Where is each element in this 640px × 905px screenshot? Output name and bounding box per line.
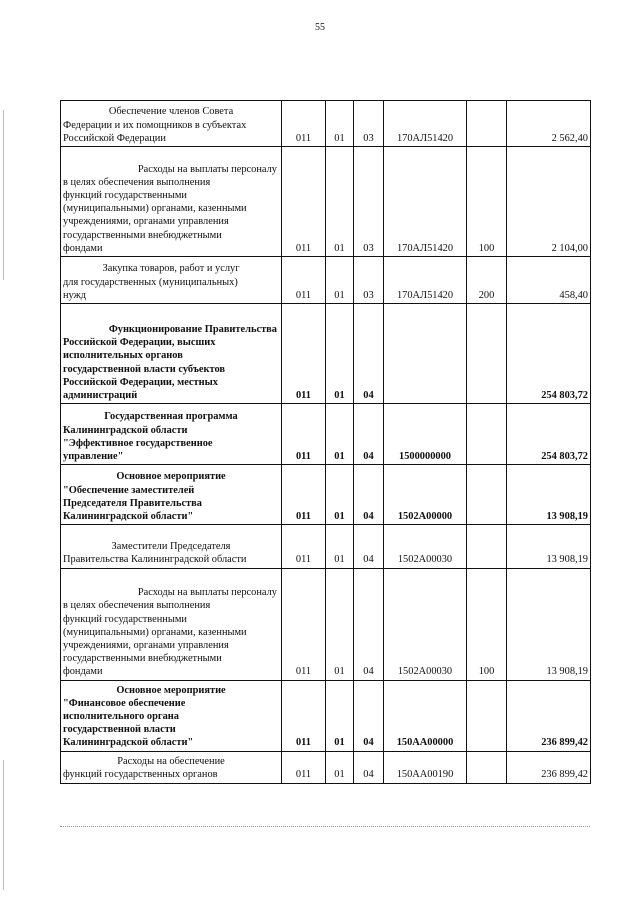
row-name-line: "Эффективное государственное bbox=[63, 437, 213, 449]
target-article-cell: 1502А00000 bbox=[384, 465, 467, 525]
table-row bbox=[61, 680, 591, 751]
code-admin-cell: 011 bbox=[282, 147, 326, 257]
target-article-cell: 1500000000 bbox=[384, 404, 467, 465]
amount-cell: 2 562,40 bbox=[507, 101, 591, 147]
row-name-line: Правительства Калининградской области bbox=[63, 554, 247, 566]
table-row bbox=[61, 404, 591, 465]
code-admin-cell: 011 bbox=[282, 257, 326, 304]
section-cell: 01 bbox=[326, 101, 354, 147]
code-admin-cell: 011 bbox=[282, 304, 326, 404]
row-name-cell bbox=[61, 568, 282, 680]
subsection-cell: 03 bbox=[354, 257, 384, 304]
code-admin-cell: 011 bbox=[282, 465, 326, 525]
row-name-line: Калининградской области" bbox=[63, 511, 194, 523]
row-name-line: Функционирование Правительства bbox=[108, 324, 277, 335]
bottom-rule bbox=[60, 826, 590, 827]
row-name-line: (муниципальными) органами, казенными bbox=[63, 203, 247, 215]
budget-table-body bbox=[61, 101, 591, 784]
row-name-line: Расходы на выплаты персоналу bbox=[137, 587, 277, 599]
expense-type-cell: 100 bbox=[467, 147, 507, 257]
scan-margin-line bbox=[3, 110, 4, 280]
expense-type-cell bbox=[467, 465, 507, 525]
row-name-line: (муниципальными) органами, казенными bbox=[63, 626, 247, 638]
section-cell: 01 bbox=[326, 304, 354, 404]
row-name-cell bbox=[61, 101, 282, 147]
row-name-line: "Обеспечение заместителей bbox=[63, 484, 195, 496]
row-name-line: функций государственными bbox=[63, 189, 187, 201]
row-name-line: Российской Федерации, местных bbox=[63, 376, 218, 388]
amount-cell: 458,40 bbox=[507, 257, 591, 304]
row-name-line: Обеспечение членов Совета bbox=[108, 106, 234, 118]
amount-cell: 236 899,42 bbox=[507, 680, 591, 751]
target-article-cell: 170АЛ51420 bbox=[384, 101, 467, 147]
subsection-cell: 04 bbox=[354, 304, 384, 404]
row-name-line: Калининградской области" bbox=[63, 737, 194, 749]
table-row bbox=[61, 147, 591, 257]
subsection-cell: 04 bbox=[354, 525, 384, 568]
row-name-line: Основное мероприятие bbox=[116, 684, 226, 696]
row-name-line: Заместители Председателя bbox=[111, 541, 231, 553]
row-name-cell bbox=[61, 257, 282, 304]
section-cell: 01 bbox=[326, 751, 354, 783]
row-name-line: нужд bbox=[63, 289, 87, 301]
row-name-line: государственными внебюджетными bbox=[63, 229, 222, 241]
table-row bbox=[61, 465, 591, 525]
row-name-line: учреждениями, органами управления bbox=[63, 216, 229, 228]
section-cell: 01 bbox=[326, 147, 354, 257]
row-name-cell bbox=[61, 147, 282, 257]
target-article-cell: 170АЛ51420 bbox=[384, 147, 467, 257]
section-cell: 01 bbox=[326, 257, 354, 304]
row-name-line: управление" bbox=[63, 451, 124, 463]
row-name-line: функций государственных органов bbox=[63, 769, 218, 781]
row-name-line: Государственная программа bbox=[104, 411, 238, 423]
row-name-line: администраций bbox=[63, 390, 138, 402]
subsection-cell: 03 bbox=[354, 147, 384, 257]
row-name-line: Расходы на обеспечение bbox=[117, 756, 225, 768]
code-admin-cell: 011 bbox=[282, 751, 326, 783]
row-name-line: исполнительных органов bbox=[63, 350, 183, 362]
row-name-cell bbox=[61, 465, 282, 525]
row-name-cell bbox=[61, 751, 282, 783]
row-name-line: функций государственными bbox=[63, 613, 187, 625]
row-name-line: учреждениями, органами управления bbox=[63, 640, 229, 652]
amount-cell: 13 908,19 bbox=[507, 568, 591, 680]
expense-type-cell bbox=[467, 680, 507, 751]
row-name-line: исполнительного органа bbox=[63, 711, 179, 723]
target-article-cell: 150АА00000 bbox=[384, 680, 467, 751]
target-article-cell bbox=[384, 304, 467, 404]
target-article-cell: 170АЛ51420 bbox=[384, 257, 467, 304]
row-name-line: для государственных (муниципальных) bbox=[63, 276, 238, 288]
row-name-line: Основное мероприятие bbox=[116, 471, 226, 483]
row-name-line: Председателя Правительства bbox=[63, 497, 202, 509]
scan-margin-line bbox=[3, 760, 4, 890]
row-name-cell bbox=[61, 525, 282, 568]
amount-cell: 254 803,72 bbox=[507, 304, 591, 404]
target-article-cell: 1502А00030 bbox=[384, 525, 467, 568]
section-cell: 01 bbox=[326, 680, 354, 751]
table-row bbox=[61, 257, 591, 304]
table-row bbox=[61, 751, 591, 783]
table-row bbox=[61, 101, 591, 147]
table-row bbox=[61, 525, 591, 568]
target-article-cell: 1502А00030 bbox=[384, 568, 467, 680]
row-name-line: в целях обеспечения выполнения bbox=[63, 176, 211, 188]
table-row bbox=[61, 568, 591, 680]
row-name-line: государственной власти субъектов bbox=[63, 363, 226, 375]
row-name-line: фондами bbox=[63, 242, 103, 254]
row-name-line: Российской Федерации bbox=[63, 132, 166, 144]
target-article-cell: 150АА00190 bbox=[384, 751, 467, 783]
subsection-cell: 04 bbox=[354, 680, 384, 751]
row-name-line: государственными внебюджетными bbox=[63, 653, 222, 665]
row-name-line: Федерации и их помощников в субъектах bbox=[63, 119, 247, 131]
section-cell: 01 bbox=[326, 525, 354, 568]
section-cell: 01 bbox=[326, 568, 354, 680]
amount-cell: 236 899,42 bbox=[507, 751, 591, 783]
code-admin-cell: 011 bbox=[282, 404, 326, 465]
expense-type-cell bbox=[467, 101, 507, 147]
code-admin-cell: 011 bbox=[282, 525, 326, 568]
subsection-cell: 04 bbox=[354, 751, 384, 783]
code-admin-cell: 011 bbox=[282, 101, 326, 147]
expense-type-cell bbox=[467, 404, 507, 465]
row-name-cell bbox=[61, 304, 282, 404]
expense-type-cell bbox=[467, 304, 507, 404]
subsection-cell: 04 bbox=[354, 404, 384, 465]
table-row bbox=[61, 304, 591, 404]
row-name-line: Калининградской области bbox=[63, 424, 188, 436]
amount-cell: 13 908,19 bbox=[507, 525, 591, 568]
subsection-cell: 04 bbox=[354, 465, 384, 525]
row-name-line: Расходы на выплаты персоналу bbox=[137, 163, 277, 175]
expense-type-cell bbox=[467, 751, 507, 783]
page-number: 55 bbox=[315, 22, 325, 33]
row-name-line: в целях обеспечения выполнения bbox=[63, 600, 211, 612]
amount-cell: 13 908,19 bbox=[507, 465, 591, 525]
amount-cell: 2 104,00 bbox=[507, 147, 591, 257]
expense-type-cell: 200 bbox=[467, 257, 507, 304]
expense-type-cell bbox=[467, 525, 507, 568]
expense-type-cell: 100 bbox=[467, 568, 507, 680]
row-name-line: государственной власти bbox=[63, 724, 176, 736]
row-name-line: Закупка товаров, работ и услуг bbox=[102, 263, 240, 275]
row-name-line: Российской Федерации, высших bbox=[63, 337, 216, 349]
subsection-cell: 04 bbox=[354, 568, 384, 680]
code-admin-cell: 011 bbox=[282, 568, 326, 680]
row-name-line: фондами bbox=[63, 666, 103, 678]
section-cell: 01 bbox=[326, 404, 354, 465]
section-cell: 01 bbox=[326, 465, 354, 525]
row-name-cell bbox=[61, 680, 282, 751]
subsection-cell: 03 bbox=[354, 101, 384, 147]
row-name-line: "Финансовое обеспечение bbox=[63, 697, 186, 709]
code-admin-cell: 011 bbox=[282, 680, 326, 751]
row-name-cell bbox=[61, 404, 282, 465]
budget-table bbox=[60, 100, 591, 784]
amount-cell: 254 803,72 bbox=[507, 404, 591, 465]
